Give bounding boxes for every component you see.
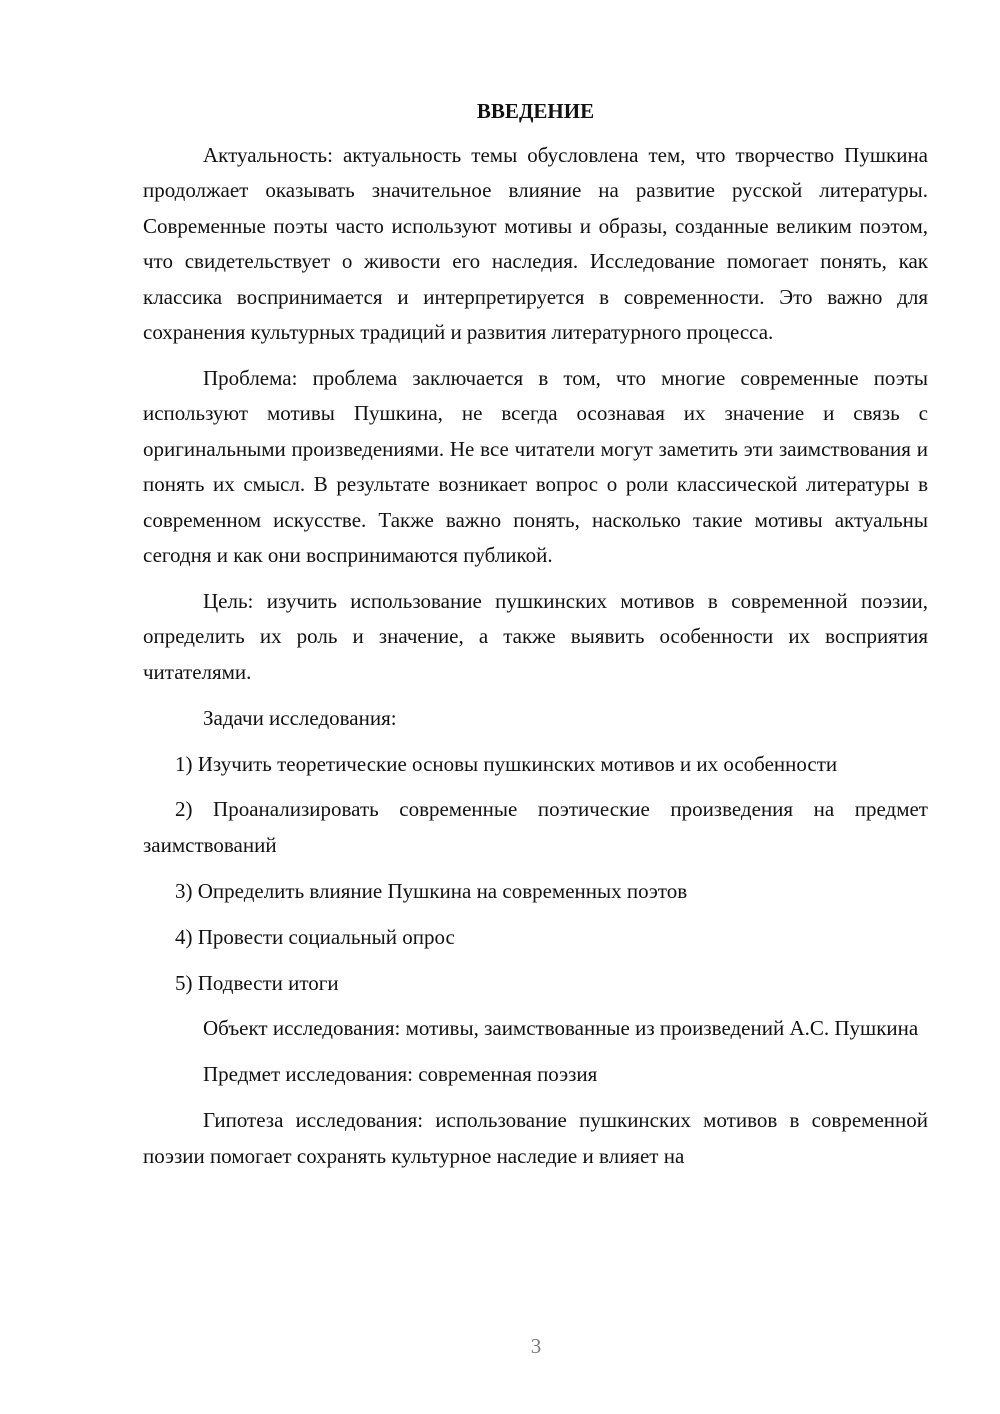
task-item-5: 5) Подвести итоги: [175, 970, 339, 995]
task-item-3: 3) Определить влияние Пушкина на современных поэтов: [175, 878, 688, 903]
page-number: 3: [530, 1334, 542, 1358]
goal-paragraph: Цель: изучить использование пушкинских мотивов в современной поэзии, определить их роль и значение, а также выявить особенности их восприятия читателями.: [143, 588, 928, 684]
task-item-1: 1) Изучить теоретические основы пушкинских мотивов и их особенности: [175, 751, 838, 776]
task-item-4: 4) Провести социальный опрос: [175, 924, 455, 949]
subject-paragraph: Предмет исследования: современная поэзия: [203, 1062, 598, 1087]
object-paragraph: Объект исследования: мотивы, заимствованные из произведений А.С. Пушкина: [203, 1016, 919, 1041]
task-item-2: 2) Проанализировать современные поэтические произведения на предмет заимствований: [143, 797, 928, 857]
relevance-paragraph: Актуальность: актуальность темы обусловлена тем, что творчество Пушкина продолжает оказывать значительное влияние на развитие русской литературы. Современные поэты часто используют мотивы и образы, созданные великим поэтом, что свидетельствует о живости его наследия. Исследование помогает понять, как классика воспринимается и интерпретируется в современности. Это важно для сохранения культурных традиций и развития литературного процесса.: [143, 143, 928, 345]
page-content: [143, 96, 928, 1185]
hypothesis-paragraph: Гипотеза исследования: использование пушкинских мотивов в современной поэзии помогает сохранять культурное наследие и влияет на: [143, 1108, 928, 1168]
tasks-heading: Задачи исследования:: [203, 705, 397, 730]
section-title: ВВЕДЕНИЕ: [476, 99, 595, 123]
problem-paragraph: Проблема: проблема заключается в том, что многие современные поэты используют мотивы Пушкина, не всегда осознавая их значение и связь с оригинальными произведениями. Не все читатели могут заметить эти заимствования и понять их смысл. В результате возникает вопрос о роли классической литературы в современном искусстве. Также важно понять, насколько такие мотивы актуальны сегодня и как они воспринимаются публикой.: [143, 365, 928, 567]
